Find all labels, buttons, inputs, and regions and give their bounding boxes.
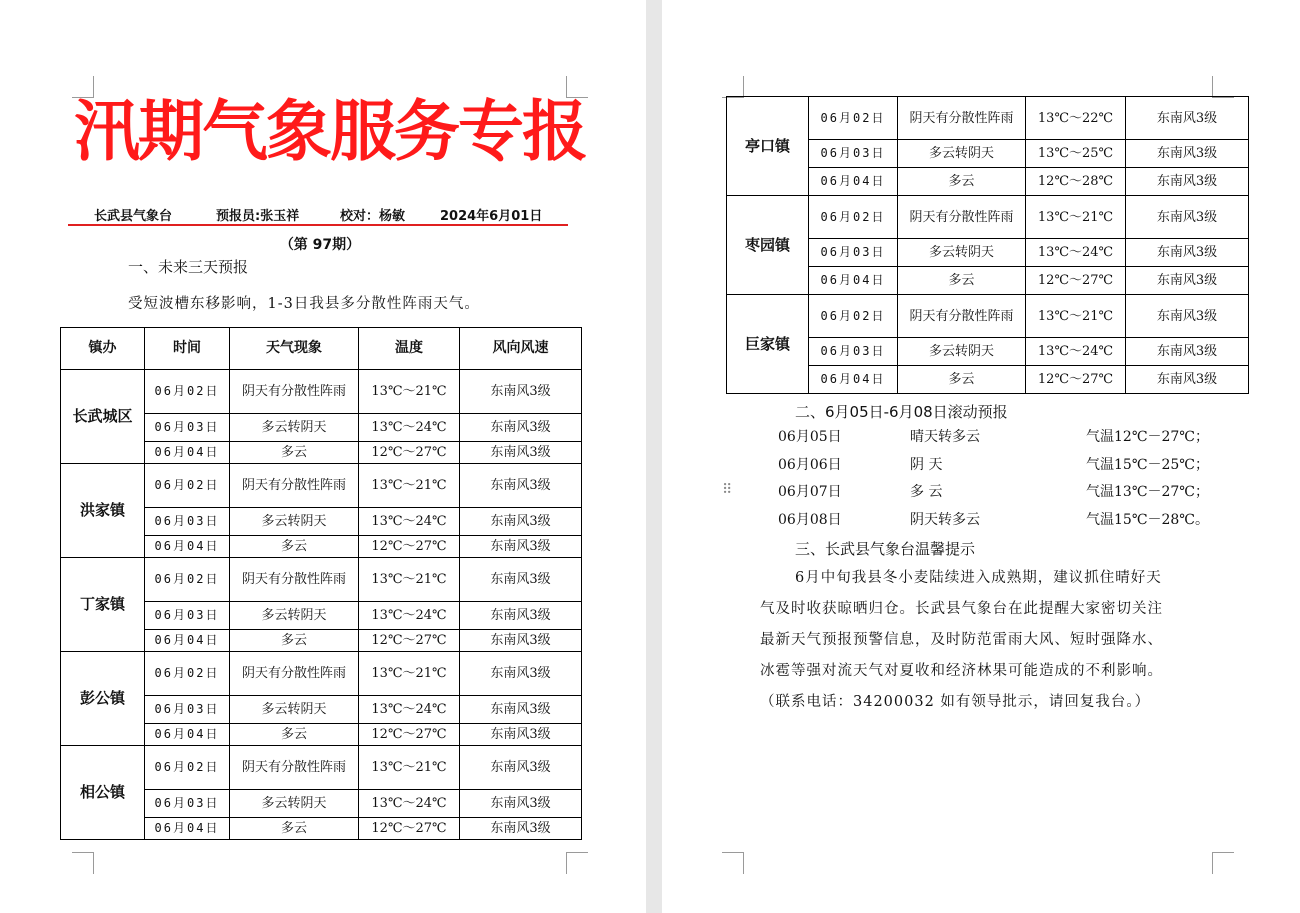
weather-cell: 阴天有分散性阵雨 [898,97,1026,140]
wind-cell: 东南风3级 [1126,366,1249,394]
tips-line: 气及时收获晾晒归仓。长武县气象台在此提醒大家密切关注 [760,601,1163,617]
margin-corner-mark [722,76,744,98]
byline-date: 2024年6月01日 [440,209,543,224]
forecast-table-left [60,327,582,840]
temp-cell: 13℃～21℃ [359,746,460,790]
weather-cell: 多云 [898,168,1026,196]
wind-cell: 东南风3级 [1126,295,1249,338]
rolling-forecast-row [778,507,1248,534]
date-cell: 06月04日 [809,366,898,394]
date-cell: 06月04日 [145,442,230,464]
weather-cell: 多云转阴天 [898,239,1026,267]
wind-cell: 东南风3级 [460,724,582,746]
weather-cell: 多云转阴天 [230,790,359,818]
weather-cell: 阴天有分散性阵雨 [898,295,1026,338]
table-row [727,97,1249,140]
wind-cell: 东南风3级 [1126,267,1249,295]
weather-cell: 阴天有分散性阵雨 [230,652,359,696]
tips-line: （联系电话：34200032 如有领导批示，请回复我台。） [760,694,1151,710]
rolling-temp: 气温12℃－27℃； [1086,429,1209,445]
section1-heading: 一、未来三天预报 [128,258,249,276]
temp-cell: 13℃～24℃ [1026,338,1126,366]
date-cell: 06月02日 [145,370,230,414]
section2-heading: 二、6月05日-6月08日滚动预报 [795,403,1008,421]
rolling-temp: 气温15℃－28℃。 [1086,511,1209,528]
temp-cell: 13℃～21℃ [359,464,460,508]
rolling-forecast-row [778,452,1248,479]
weather-cell: 阴天有分散性阵雨 [230,746,359,790]
temp-cell: 12℃～27℃ [359,724,460,746]
grip-icon[interactable]: ⠿ [722,482,733,498]
temp-cell: 13℃～24℃ [359,602,460,630]
town-name: 枣园镇 [727,196,809,295]
report-banner-title: 汛期气象服务专报 [74,93,586,170]
date-cell: 06月03日 [145,602,230,630]
header-temp: 温度 [359,328,460,370]
temp-cell: 12℃～27℃ [359,818,460,840]
weather-cell: 阴天有分散性阵雨 [230,370,359,414]
forecast-table-right [726,96,1249,394]
rolling-forecast-row [778,479,1248,506]
temp-cell: 12℃～27℃ [1026,267,1126,295]
byline-org: 长武县气象台 [94,209,173,224]
date-cell: 06月03日 [145,508,230,536]
wind-cell: 东南风3级 [460,652,582,696]
temp-cell: 13℃～24℃ [359,696,460,724]
temp-cell: 13℃～25℃ [1026,140,1126,168]
weather-cell: 多云 [898,366,1026,394]
wind-cell: 东南风3级 [460,746,582,790]
wind-cell: 东南风3级 [460,464,582,508]
page-gap [646,0,662,913]
temp-cell: 12℃～27℃ [359,630,460,652]
byline-forecaster: 预报员:张玉祥 [216,209,300,224]
temp-cell: 13℃～21℃ [359,370,460,414]
margin-corner-mark [722,852,744,874]
temp-cell: 12℃～27℃ [359,536,460,558]
weather-cell: 多云转阴天 [230,602,359,630]
date-cell: 06月02日 [145,746,230,790]
weather-cell: 多云转阴天 [230,696,359,724]
margin-corner-mark [72,852,94,874]
temp-cell: 12℃～27℃ [359,442,460,464]
weather-cell: 多云 [898,267,1026,295]
weather-cell: 阴天有分散性阵雨 [230,558,359,602]
table-row [61,464,582,508]
weather-cell: 多云 [230,818,359,840]
wind-cell: 东南风3级 [460,630,582,652]
weather-cell: 多云 [230,536,359,558]
margin-corner-mark [1212,852,1234,874]
temp-cell: 13℃～24℃ [1026,239,1126,267]
date-cell: 06月02日 [809,97,898,140]
table-row [61,746,582,790]
wind-cell: 东南风3级 [460,370,582,414]
rolling-date: 06月06日 [778,456,842,473]
rolling-weather: 多 云 [910,484,943,500]
rolling-temp: 气温15℃－25℃； [1086,456,1209,473]
table-row [727,295,1249,338]
tips-line: 6月中旬我县冬小麦陆续进入成熟期，建议抓住晴好天 [795,570,1162,586]
date-cell: 06月04日 [809,267,898,295]
wind-cell: 东南风3级 [460,790,582,818]
date-cell: 06月04日 [145,818,230,840]
rolling-temp: 气温13℃－27℃； [1086,484,1209,500]
date-cell: 06月03日 [809,338,898,366]
rolling-weather: 阴 天 [910,456,943,473]
town-name: 洪家镇 [61,464,145,558]
byline-proofreader: 校对：杨敏 [340,209,406,224]
table-row [727,196,1249,239]
rolling-date: 06月05日 [778,429,842,445]
temp-cell: 13℃～24℃ [359,508,460,536]
tips-line: 最新天气预报预警信息，及时防范雷雨大风、短时强降水、 [760,632,1163,648]
wind-cell: 东南风3级 [460,536,582,558]
issue-number: （第 97期） [279,237,361,253]
header-town: 镇办 [61,328,145,370]
weather-cell: 多云转阴天 [898,338,1026,366]
date-cell: 06月04日 [145,630,230,652]
date-cell: 06月02日 [809,295,898,338]
tips-line: 冰雹等强对流天气对夏收和经济林果可能造成的不利影响。 [760,663,1163,679]
temp-cell: 13℃～21℃ [359,652,460,696]
date-cell: 06月02日 [145,652,230,696]
town-name: 亭口镇 [727,97,809,196]
temp-cell: 13℃～24℃ [359,414,460,442]
section3-heading: 三、长武县气象台温馨提示 [795,540,976,558]
weather-cell: 多云转阴天 [230,508,359,536]
town-name: 丁家镇 [61,558,145,652]
temp-cell: 13℃～21℃ [1026,295,1126,338]
date-cell: 06月04日 [145,536,230,558]
weather-cell: 多云 [230,724,359,746]
wind-cell: 东南风3级 [1126,196,1249,239]
town-name: 巨家镇 [727,295,809,394]
temp-cell: 13℃～21℃ [359,558,460,602]
margin-corner-mark [1212,76,1234,98]
rolling-weather: 阴天转多云 [910,511,980,528]
date-cell: 06月03日 [145,414,230,442]
town-name: 长武城区 [61,370,145,464]
wind-cell: 东南风3级 [460,818,582,840]
temp-cell: 13℃～21℃ [1026,196,1126,239]
rolling-forecast-row [778,424,1248,451]
town-name: 相公镇 [61,746,145,840]
wind-cell: 东南风3级 [460,414,582,442]
date-cell: 06月02日 [145,464,230,508]
wind-cell: 东南风3级 [1126,239,1249,267]
date-cell: 06月03日 [809,140,898,168]
margin-corner-mark [566,852,588,874]
weather-cell: 多云 [230,442,359,464]
date-cell: 06月03日 [145,790,230,818]
table-header-row [61,328,582,370]
header-rule [68,224,568,226]
weather-cell: 多云转阴天 [898,140,1026,168]
wind-cell: 东南风3级 [460,508,582,536]
table-row [61,370,582,414]
weather-cell: 阴天有分散性阵雨 [230,464,359,508]
temp-cell: 13℃～22℃ [1026,97,1126,140]
weather-cell: 多云 [230,630,359,652]
date-cell: 06月03日 [809,239,898,267]
wind-cell: 东南风3级 [460,602,582,630]
header-date: 时间 [145,328,230,370]
town-name: 彭公镇 [61,652,145,746]
weather-cell: 多云转阴天 [230,414,359,442]
table-row [61,652,582,696]
wind-cell: 东南风3级 [1126,338,1249,366]
date-cell: 06月04日 [145,724,230,746]
rolling-date: 06月07日 [778,484,842,500]
wind-cell: 东南风3级 [1126,97,1249,140]
temp-cell: 13℃～24℃ [359,790,460,818]
date-cell: 06月02日 [809,196,898,239]
weather-cell: 阴天有分散性阵雨 [898,196,1026,239]
wind-cell: 东南风3级 [460,558,582,602]
temp-cell: 12℃～27℃ [1026,366,1126,394]
wind-cell: 东南风3级 [1126,168,1249,196]
header-wind: 风向风速 [460,328,582,370]
table-row [61,558,582,602]
wind-cell: 东南风3级 [460,442,582,464]
date-cell: 06月04日 [809,168,898,196]
section1-summary: 受短波槽东移影响，1-3日我县多分散性阵雨天气。 [128,296,480,312]
rolling-weather: 晴天转多云 [910,429,980,445]
wind-cell: 东南风3级 [1126,140,1249,168]
header-weather: 天气现象 [230,328,359,370]
rolling-date: 06月08日 [778,511,842,528]
date-cell: 06月02日 [145,558,230,602]
temp-cell: 12℃～28℃ [1026,168,1126,196]
wind-cell: 东南风3级 [460,696,582,724]
date-cell: 06月03日 [145,696,230,724]
